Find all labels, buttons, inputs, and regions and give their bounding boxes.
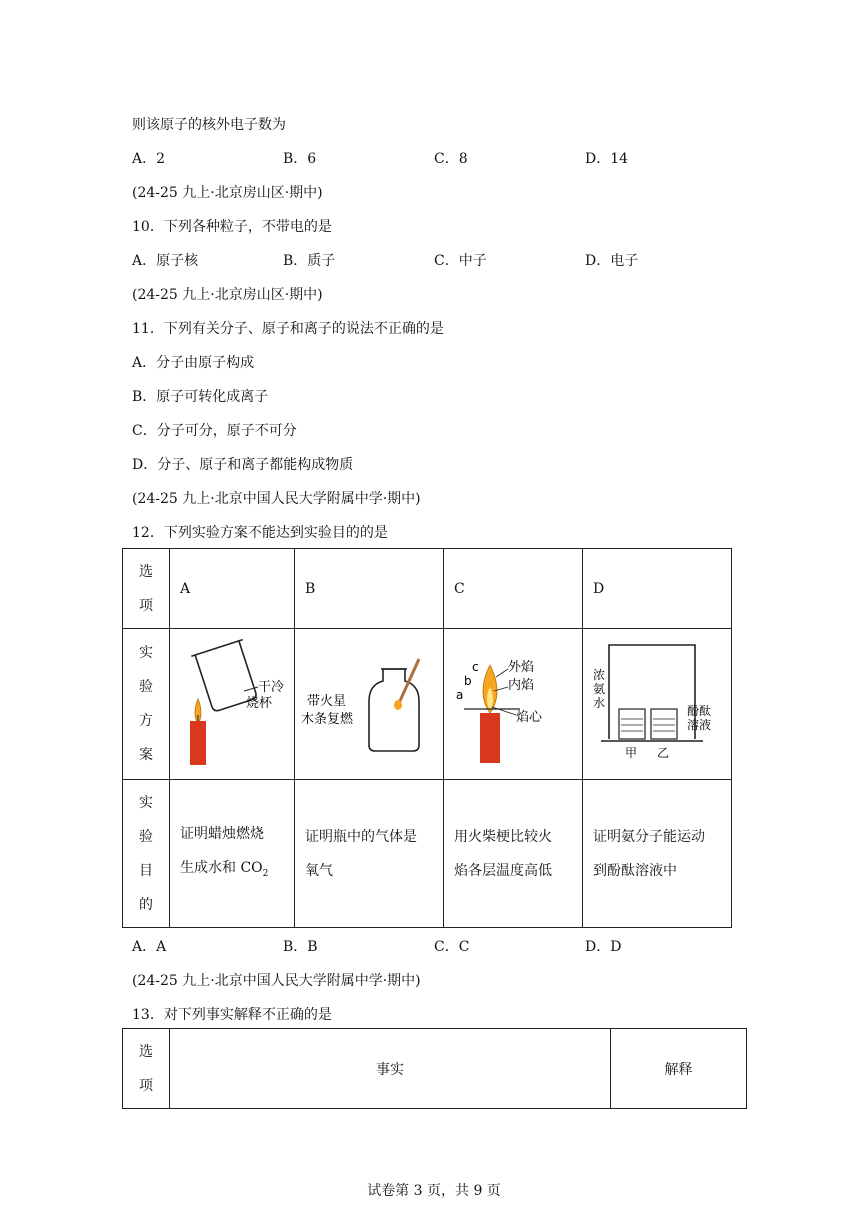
q12-figure-d-cell [583,629,732,780]
q12-table [122,548,732,928]
q10-option-b: B．质子 [283,253,336,269]
beaker-jia-label: 甲 [625,746,638,760]
q9-stem-tail: 则该原子的核外电子数为 [132,117,286,133]
q12-figure-b-cell [295,629,444,780]
q12-figure-a-cell [170,629,295,780]
bottle-splint-figure [295,629,443,775]
ammonia-label-1: 浓 [593,668,606,682]
q12-plan-label-1: 实 [139,645,153,661]
q11-option-b: B．原子可转化成离子 [132,389,269,405]
q12-header-c: C [444,549,583,629]
q9-option-b: B．6 [283,151,317,167]
q12-figure-c-cell [444,629,583,780]
splint-glow [394,700,402,710]
q12-purpose-b: 证明瓶中的气体是 氧气 [295,780,444,928]
q11-option-d: D．分子、原子和离子都能构成物质 [132,457,354,473]
q12-plan-label-3: 方 [139,713,153,729]
beaker-label-2: 烧杯 [246,696,273,711]
q12-purpose-label-2: 验 [139,828,153,845]
q9-option-c: C．8 [434,151,468,167]
q11-source: (24-25 九上·北京房山区·期中) [132,287,323,303]
q12-purpose-d: 证明氨分子能运动 到酚酞溶液中 [583,780,732,928]
q12-plan-label-4: 案 [139,747,153,763]
q13-header-label-1: 选 [139,1043,153,1060]
q12-purpose-a: 证明蜡烛燃烧 生成水和 $CO_2$ [170,780,295,928]
q11-option-a: A．分子由原子构成 [132,355,255,371]
gas-bottle [369,669,419,751]
q9-option-a: A．2 [132,151,166,167]
beaker-yi-label: 乙 [657,746,670,760]
splint-label-2: 木条复燃 [301,712,354,727]
beaker-jia [619,709,645,739]
q12-header-a: A [170,549,295,629]
q12-purpose-c: 用火柴梗比较火 焰各层温度高低 [444,780,583,928]
q12-purpose-label-4: 的 [139,896,153,913]
q13-header-label-2: 项 [139,1077,153,1094]
q12-option-b: B．B [283,939,318,955]
q12-header-d: D [583,549,732,629]
ammonia-label-3: 水 [593,696,606,710]
q12-stem: 12．下列实验方案不能达到实验目的的是 [132,525,388,541]
q9-option-d: D．14 [585,151,629,167]
flame-core-label: 焰心 [516,710,543,725]
q13-col-fact: 事实 [170,1029,611,1109]
q12-plan-label-cell [123,629,170,780]
label-a: a [456,688,464,702]
q13-table [122,1028,747,1109]
beaker-yi [651,709,677,739]
q10-option-a: A．原子核 [132,253,199,269]
q10-source: (24-25 九上·北京房山区·期中) [132,185,323,201]
outer-flame-label: 外焰 [508,660,535,675]
splint-label-1: 带火星 [307,694,347,709]
candle-body-c [480,713,500,763]
inner-flame-label: 内焰 [508,678,535,693]
ammonia-label-2: 氨 [593,682,606,696]
q12-source: (24-25 九上·北京中国人民大学附属中学·期中) [132,491,421,507]
phenolphthalein-label-2: 溶液 [687,718,712,732]
q11-option-c: C．分子可分，原子不可分 [132,423,297,439]
q12-header-b: B [295,549,444,629]
q10-option-d: D．电子 [585,253,639,269]
q13-source: (24-25 九上·北京中国人民大学附属中学·期中) [132,973,421,989]
candle-body [190,721,206,765]
q12-purpose-label-cell [123,780,170,928]
q12-option-c: C．C [434,939,470,955]
beaker-label-1: 干冷 [258,680,285,695]
q10-option-c: C．中子 [434,253,487,269]
q12-header-label-2: 项 [139,597,153,614]
q12-header-label-1: 选 [139,563,153,580]
page-footer: 试卷第 3 页，共 9 页 [367,1183,501,1199]
label-b: b [464,674,472,688]
phenolphthalein-label-1: 酚酞 [687,704,712,718]
q10-stem: 10．下列各种粒子，不带电的是 [132,219,332,235]
q12-plan-label-2: 验 [139,679,153,695]
q13-header-label-cell [123,1029,170,1109]
q12-purpose-label-1: 实 [139,794,153,811]
q13-col-explain: 解释 [611,1029,747,1109]
q12-purpose-label-3: 目 [139,862,153,879]
q13-stem: 13．对下列事实解释不正确的是 [132,1007,332,1023]
wooden-splint [399,659,419,703]
q12-option-d: D．D [585,939,622,955]
label-c: c [472,660,479,674]
q11-stem: 11．下列有关分子、原子和离子的说法不正确的是 [132,321,444,337]
beaker-pointer [244,687,258,691]
q12-option-a: A．A [132,939,167,955]
q12-header-label-cell [123,549,170,629]
candle-beaker-figure [170,629,294,775]
flame-layers-figure [444,629,582,775]
ammonia-diffusion-figure [583,629,731,775]
